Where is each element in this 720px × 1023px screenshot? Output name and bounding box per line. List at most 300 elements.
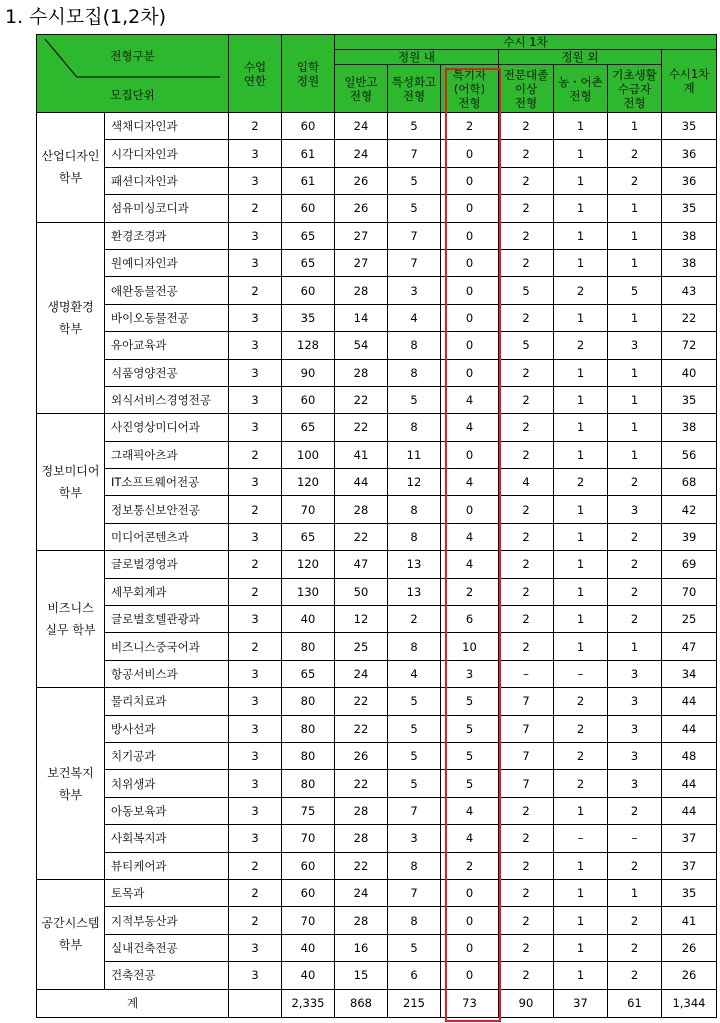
table-cell: 40 <box>282 606 335 633</box>
table-cell: 1 <box>554 523 608 550</box>
table-cell: 65 <box>282 660 335 687</box>
table-cell: 1 <box>554 304 608 331</box>
table-cell: 5 <box>388 386 441 413</box>
table-cell: 26 <box>662 934 717 961</box>
dept-name: 패션디자인과 <box>105 167 229 194</box>
table-cell: 3 <box>608 770 662 797</box>
table-cell: 1 <box>554 496 608 523</box>
table-cell: 25 <box>662 606 717 633</box>
table-cell: 3 <box>229 797 282 824</box>
school-name <box>37 113 105 223</box>
table-row <box>37 113 717 140</box>
table-cell: 1 <box>554 414 608 441</box>
table-cell: 28 <box>335 797 388 824</box>
table-cell: 5 <box>441 688 499 715</box>
table-cell: 2 <box>388 606 441 633</box>
table-cell: 28 <box>335 277 388 304</box>
table-cell: 2 <box>441 113 499 140</box>
total-cell: 868 <box>335 989 388 1017</box>
table-cell: 3 <box>388 825 441 852</box>
table-cell: 1 <box>554 386 608 413</box>
table-cell: 2 <box>441 578 499 605</box>
table-cell: 2 <box>499 414 554 441</box>
table-row <box>37 386 717 413</box>
table-cell: 7 <box>388 879 441 906</box>
table-row <box>37 167 717 194</box>
table-cell: 40 <box>282 962 335 989</box>
table-cell: 75 <box>282 797 335 824</box>
table-cell: 44 <box>662 797 717 824</box>
table-row <box>37 907 717 934</box>
table-cell: 22 <box>335 688 388 715</box>
table-cell: 7 <box>388 140 441 167</box>
table-cell: 2 <box>499 551 554 578</box>
table-cell: 4 <box>388 304 441 331</box>
table-cell: 3 <box>229 770 282 797</box>
table-cell: 60 <box>282 879 335 906</box>
table-cell: 28 <box>335 496 388 523</box>
table-cell: 35 <box>662 879 717 906</box>
dept-name: 유아교육과 <box>105 332 229 359</box>
table-cell: 37 <box>662 825 717 852</box>
table-row <box>37 195 717 222</box>
table-cell: 12 <box>335 606 388 633</box>
table-cell: 2 <box>499 606 554 633</box>
table-cell: 22 <box>335 523 388 550</box>
school-name-label: 산업디자인 학부 <box>41 149 100 186</box>
table-cell: 56 <box>662 441 717 468</box>
page-title: 1. 수시모집(1,2차) <box>5 6 166 28</box>
table-cell: 3 <box>229 469 282 496</box>
dept-name: 사회복지과 <box>105 825 229 852</box>
table-cell: 1 <box>608 195 662 222</box>
table-cell: 5 <box>388 742 441 769</box>
table-cell: 28 <box>335 825 388 852</box>
dept-name: 환경조경과 <box>105 222 229 249</box>
header-jeongwon-oe: 정원 외 <box>499 50 662 65</box>
table-cell: 7 <box>388 797 441 824</box>
table-cell: 26 <box>335 195 388 222</box>
table-row <box>37 551 717 578</box>
table-cell: 2 <box>229 551 282 578</box>
table-cell: 3 <box>229 660 282 687</box>
table-cell: 2 <box>499 167 554 194</box>
header-col-0 <box>335 65 388 113</box>
table-cell: 5 <box>388 934 441 961</box>
table-row <box>37 934 717 961</box>
table-cell: 24 <box>335 140 388 167</box>
dept-name: 치기공과 <box>105 742 229 769</box>
header-col-3 <box>499 65 554 113</box>
table-cell: 2 <box>608 852 662 879</box>
table-cell: 3 <box>229 359 282 386</box>
table-cell: 1 <box>554 249 608 276</box>
table-cell: 13 <box>388 578 441 605</box>
table-cell: 2 <box>608 578 662 605</box>
school-name-label: 보건복지 학부 <box>47 765 94 802</box>
table-cell: 5 <box>499 332 554 359</box>
table-cell: 5 <box>388 715 441 742</box>
table-cell: 24 <box>335 113 388 140</box>
dept-name: 섬유미싱코디과 <box>105 195 229 222</box>
diagonal-header-cell <box>37 35 229 113</box>
table-cell: 41 <box>662 907 717 934</box>
table-cell: 2 <box>229 277 282 304</box>
table-row <box>37 879 717 906</box>
table-row <box>37 249 717 276</box>
table-cell: 2 <box>499 578 554 605</box>
header-col-label: 기초생활 수급자 전형 <box>612 67 657 110</box>
table-cell: 8 <box>388 359 441 386</box>
table-cell: 5 <box>388 770 441 797</box>
table-cell: 7 <box>388 222 441 249</box>
table-cell: 3 <box>229 606 282 633</box>
table-cell: 26 <box>662 962 717 989</box>
table-cell: 120 <box>282 551 335 578</box>
header-susi1: 수시 1차 <box>335 35 717 50</box>
table-cell: 3 <box>229 742 282 769</box>
table-cell: 3 <box>608 742 662 769</box>
table-cell: 2 <box>229 852 282 879</box>
table-cell: 60 <box>282 277 335 304</box>
header-col-label: 농ㆍ어촌 전형 <box>558 74 603 103</box>
table-cell: 12 <box>388 469 441 496</box>
table-cell: 1 <box>608 386 662 413</box>
table-cell: 3 <box>229 140 282 167</box>
dept-name: 치위생과 <box>105 770 229 797</box>
table-cell: 5 <box>441 770 499 797</box>
table-cell: 28 <box>335 359 388 386</box>
table-cell: 47 <box>335 551 388 578</box>
table-cell: 7 <box>499 742 554 769</box>
table-cell: 80 <box>282 715 335 742</box>
table-cell: 44 <box>662 770 717 797</box>
table-cell: 3 <box>229 825 282 852</box>
table-cell: 4 <box>441 414 499 441</box>
table-cell: 38 <box>662 222 717 249</box>
table-cell: 1 <box>554 797 608 824</box>
table-cell: 1 <box>554 907 608 934</box>
table-cell: 0 <box>441 222 499 249</box>
table-cell: 0 <box>441 962 499 989</box>
table-cell: 65 <box>282 222 335 249</box>
table-cell: 2 <box>499 797 554 824</box>
table-cell: 3 <box>388 277 441 304</box>
table-cell: 1 <box>608 222 662 249</box>
table-cell: 100 <box>282 441 335 468</box>
table-cell: 7 <box>388 249 441 276</box>
table-cell: – <box>554 660 608 687</box>
table-cell: 8 <box>388 852 441 879</box>
table-cell: 36 <box>662 140 717 167</box>
table-cell: 1 <box>554 140 608 167</box>
table-cell: 3 <box>608 688 662 715</box>
table-cell: 8 <box>388 332 441 359</box>
table-row <box>37 277 717 304</box>
table-cell: 5 <box>388 113 441 140</box>
school-name-label: 공간시스템 학부 <box>41 916 100 953</box>
table-row <box>37 578 717 605</box>
header-col-label: 특성화고 전형 <box>391 74 437 103</box>
table-cell: – <box>554 825 608 852</box>
header-col-2 <box>441 65 499 113</box>
table-cell: 2 <box>229 195 282 222</box>
header-col-label: 특기자 (어학) 전형 <box>452 67 487 110</box>
table-cell: – <box>608 825 662 852</box>
table-cell: 2 <box>499 441 554 468</box>
table-cell: 41 <box>335 441 388 468</box>
table-cell: 2 <box>554 742 608 769</box>
table-cell: 13 <box>388 551 441 578</box>
table-cell: 65 <box>282 249 335 276</box>
table-cell: 0 <box>441 195 499 222</box>
table-cell: 3 <box>229 523 282 550</box>
table-cell: 2 <box>608 907 662 934</box>
header-col-label: 전문대졸 이상 전형 <box>503 67 549 110</box>
table-cell: 4 <box>441 825 499 852</box>
table-cell: 2 <box>229 907 282 934</box>
table-cell: 2 <box>608 469 662 496</box>
total-cell: 1,344 <box>662 989 717 1017</box>
table-cell: 60 <box>282 195 335 222</box>
table-cell: 2 <box>499 633 554 660</box>
table-cell: 22 <box>335 852 388 879</box>
table-cell: 2 <box>499 195 554 222</box>
header-total <box>662 50 717 113</box>
table-cell: 130 <box>282 578 335 605</box>
school-name-label: 정보미디어 학부 <box>41 464 100 501</box>
table-cell: 68 <box>662 469 717 496</box>
table-cell: 3 <box>229 332 282 359</box>
header-yeonhan <box>229 35 282 113</box>
dept-name: 미디어콘텐츠과 <box>105 523 229 550</box>
table-cell: 0 <box>441 907 499 934</box>
table-cell: 4 <box>441 469 499 496</box>
table-cell: 2 <box>499 852 554 879</box>
dept-name: 그래픽아츠과 <box>105 441 229 468</box>
table-row <box>37 825 717 852</box>
table-cell: 0 <box>441 277 499 304</box>
table-cell: 1 <box>554 934 608 961</box>
table-cell: 2 <box>499 934 554 961</box>
dept-name: 애완동물전공 <box>105 277 229 304</box>
table-cell: 1 <box>554 222 608 249</box>
table-cell: 2 <box>554 277 608 304</box>
table-cell: 2 <box>229 879 282 906</box>
table-cell: 4 <box>441 551 499 578</box>
table-cell: 2 <box>499 962 554 989</box>
table-cell: 36 <box>662 167 717 194</box>
table-cell: 60 <box>282 386 335 413</box>
dept-name: 바이오동물전공 <box>105 304 229 331</box>
table-cell: 1 <box>608 113 662 140</box>
dept-name: 식품영양전공 <box>105 359 229 386</box>
table-cell: 1 <box>554 359 608 386</box>
table-cell: 2 <box>608 523 662 550</box>
table-cell: 28 <box>335 907 388 934</box>
table-cell: 3 <box>441 660 499 687</box>
dept-name: 뷰티케어과 <box>105 852 229 879</box>
header-col-5 <box>608 65 662 113</box>
table-row <box>37 633 717 660</box>
dept-name: IT소프트웨어전공 <box>105 469 229 496</box>
table-cell: 24 <box>335 660 388 687</box>
table-cell: 35 <box>662 195 717 222</box>
table-cell: 8 <box>388 414 441 441</box>
table-cell: 1 <box>608 414 662 441</box>
total-cell: 90 <box>499 989 554 1017</box>
table-cell: 6 <box>441 606 499 633</box>
table-cell: 2 <box>229 113 282 140</box>
table-cell: 8 <box>388 496 441 523</box>
table-cell: 2 <box>554 715 608 742</box>
table-cell: 1 <box>554 167 608 194</box>
table-cell: 34 <box>662 660 717 687</box>
table-cell: 3 <box>229 222 282 249</box>
table-cell: 27 <box>335 222 388 249</box>
table-cell: 38 <box>662 249 717 276</box>
table-cell: 47 <box>662 633 717 660</box>
table-cell: 70 <box>282 907 335 934</box>
table-cell: 4 <box>499 469 554 496</box>
table-cell: 5 <box>499 277 554 304</box>
table-cell: 2 <box>229 496 282 523</box>
table-row <box>37 742 717 769</box>
dept-name: 토목과 <box>105 879 229 906</box>
table-cell: 4 <box>441 386 499 413</box>
dept-name: 글로벌경영과 <box>105 551 229 578</box>
table-cell: 3 <box>608 715 662 742</box>
table-cell: 2 <box>229 633 282 660</box>
table-cell: 1 <box>554 441 608 468</box>
header-ipak-label: 입학 정원 <box>296 59 320 88</box>
table-cell: 3 <box>229 962 282 989</box>
table-cell: 22 <box>335 386 388 413</box>
table-cell: 50 <box>335 578 388 605</box>
table-cell: 5 <box>441 742 499 769</box>
table-row <box>37 852 717 879</box>
table-cell: 1 <box>554 633 608 660</box>
table-cell: 35 <box>662 386 717 413</box>
table-cell: 26 <box>335 167 388 194</box>
table-row <box>37 523 717 550</box>
table-cell: 35 <box>662 113 717 140</box>
table-cell: 70 <box>662 578 717 605</box>
table-cell: 90 <box>282 359 335 386</box>
dept-name: 원예디자인과 <box>105 249 229 276</box>
table-cell: 25 <box>335 633 388 660</box>
header-col-label: 일반고 전형 <box>344 74 378 103</box>
table-cell: 1 <box>554 606 608 633</box>
table-cell: 3 <box>229 386 282 413</box>
table-cell: 1 <box>554 962 608 989</box>
table-cell: 5 <box>388 688 441 715</box>
table-row <box>37 140 717 167</box>
table-row <box>37 770 717 797</box>
table-cell: 8 <box>388 523 441 550</box>
table-cell: 65 <box>282 523 335 550</box>
table-cell: 3 <box>229 249 282 276</box>
table-cell: 5 <box>441 715 499 742</box>
header-col-1 <box>388 65 441 113</box>
table-cell: 3 <box>229 167 282 194</box>
table-cell: 7 <box>499 715 554 742</box>
school-name-label: 비즈니스 실무 학부 <box>45 601 96 638</box>
table-cell: 1 <box>608 359 662 386</box>
table-cell: 1 <box>554 578 608 605</box>
table-cell: 2 <box>229 578 282 605</box>
header-ipak <box>282 35 335 113</box>
table-cell: 2 <box>229 441 282 468</box>
dept-name: 사진영상미디어과 <box>105 414 229 441</box>
table-cell: 0 <box>441 167 499 194</box>
table-cell: 1 <box>608 441 662 468</box>
table-cell: 27 <box>335 249 388 276</box>
table-cell: 80 <box>282 688 335 715</box>
table-cell: 2 <box>608 934 662 961</box>
table-cell: 2 <box>554 770 608 797</box>
table-cell: 2 <box>499 825 554 852</box>
table-row <box>37 606 717 633</box>
table-cell: 2 <box>608 606 662 633</box>
table-row <box>37 441 717 468</box>
table-cell: 4 <box>441 523 499 550</box>
table-row <box>37 332 717 359</box>
table-cell: 2 <box>608 797 662 824</box>
table-cell: 2 <box>554 688 608 715</box>
table-cell: 5 <box>388 167 441 194</box>
table-cell: 3 <box>229 688 282 715</box>
table-row <box>37 496 717 523</box>
table-cell: 3 <box>229 934 282 961</box>
table-cell: 37 <box>662 852 717 879</box>
table-cell: 7 <box>499 688 554 715</box>
table-header <box>37 35 717 113</box>
admission-table <box>36 34 717 1018</box>
table-cell: 60 <box>282 113 335 140</box>
table-cell: 24 <box>335 879 388 906</box>
table-cell: 0 <box>441 249 499 276</box>
table-cell: 26 <box>335 742 388 769</box>
table-cell: 120 <box>282 469 335 496</box>
table-cell: 1 <box>554 113 608 140</box>
total-cell: 37 <box>554 989 608 1017</box>
table-cell: 5 <box>608 277 662 304</box>
dept-name: 건축전공 <box>105 962 229 989</box>
table-cell: 2 <box>499 879 554 906</box>
table-row <box>37 660 717 687</box>
table-cell: 1 <box>554 879 608 906</box>
table-cell: 2 <box>554 332 608 359</box>
dept-name: 외식서비스경영전공 <box>105 386 229 413</box>
table-cell: 3 <box>229 304 282 331</box>
table-body <box>37 113 717 1018</box>
table-cell: 3 <box>608 332 662 359</box>
school-name-label: 생명환경 학부 <box>47 299 94 336</box>
table-cell: 1 <box>554 195 608 222</box>
total-cell: 61 <box>608 989 662 1017</box>
dept-name: 항공서비스과 <box>105 660 229 687</box>
total-cell: 73 <box>441 989 499 1017</box>
total-cell: 2,335 <box>282 989 335 1017</box>
table-cell: 4 <box>388 660 441 687</box>
table-cell: 2 <box>499 304 554 331</box>
table-cell: 128 <box>282 332 335 359</box>
table-cell: 54 <box>335 332 388 359</box>
dept-name: 글로벌호텔관광과 <box>105 606 229 633</box>
table-cell: 3 <box>608 496 662 523</box>
dept-name: 정보통신보안전공 <box>105 496 229 523</box>
